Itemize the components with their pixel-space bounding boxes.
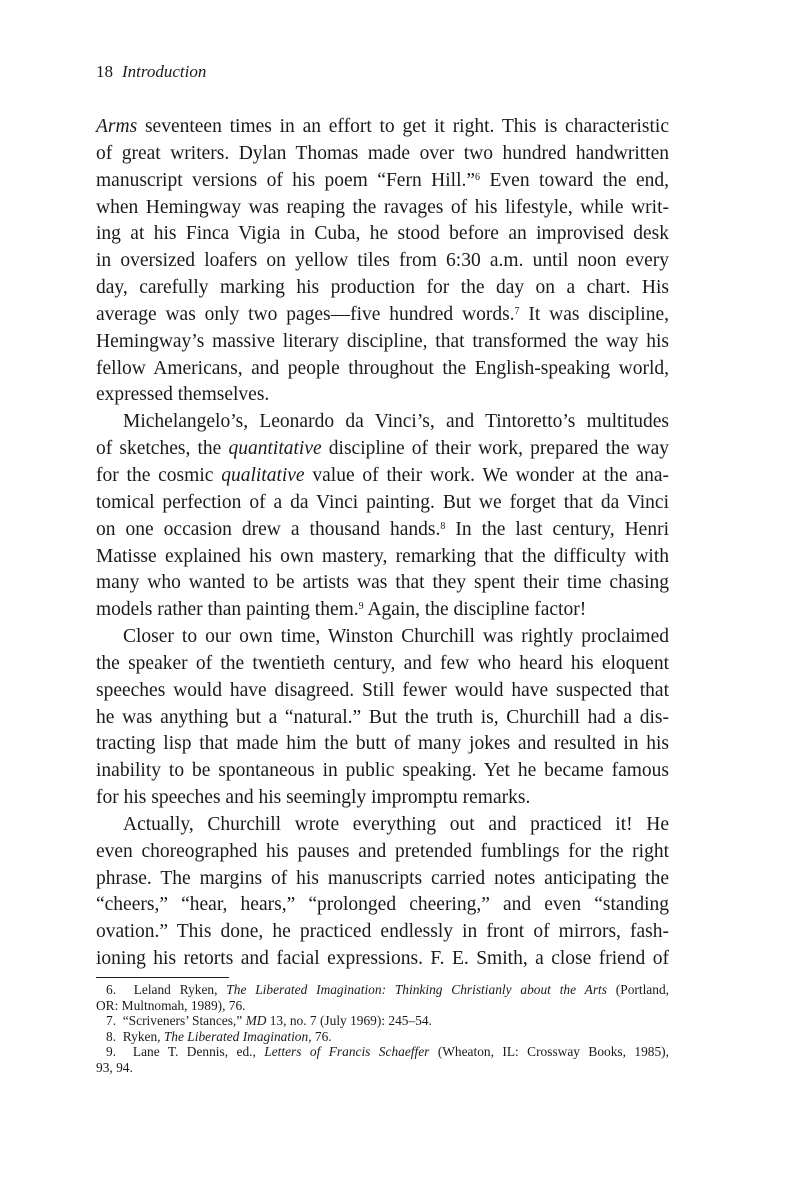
text-span: value of their work. We wonder at the ana-: [304, 464, 669, 486]
text-line: “cheers,” “hear, hears,” “prolonged cheering,” and even “standing: [96, 894, 669, 916]
paragraph-1: [96, 114, 669, 409]
text-line: in oversized loafers on yellow tiles from 6:30 a.m. until noon every: [96, 250, 669, 272]
text-line: speeches would have disagreed. Still fewer would have suspected that: [96, 679, 669, 701]
text-line: Michelangelo’s, Leonardo da Vinci’s, and Tintoretto’s multitudes: [123, 411, 669, 433]
text-line: the speaker of the twentieth century, and few who heard his eloquent: [96, 652, 669, 674]
footnote-line: [96, 982, 669, 998]
text-line: Hemingway’s massive literary discipline, that transformed the way his: [96, 330, 669, 352]
text-line: inability to be spontaneous in public speaking. Yet he became famous: [96, 760, 669, 782]
text-line: [96, 517, 669, 544]
text-line: ing at his Finca Vigia in Cuba, he stood before an improvised desk: [96, 223, 669, 245]
text-line: ioning his retorts and facial expressions. F. E. Smith, a close friend of: [96, 948, 669, 970]
footnote-line: OR: Multnomah, 1989), 76.: [96, 997, 246, 1013]
text-line: [96, 463, 669, 490]
footnote-7: [96, 1013, 669, 1029]
text-line: even choreographed his pauses and pretended fumblings for the right: [96, 840, 669, 862]
footnote-ref[interactable]: 7: [514, 305, 520, 317]
text-span: 7. “Scriveners’ Stances,”: [106, 1013, 246, 1029]
footnote-line: [96, 1013, 669, 1029]
text-span: It was discipline,: [519, 303, 669, 325]
text-line: ovation.” This done, he practiced endlessly in front of mirrors, fash-: [96, 921, 669, 943]
text-line: of great writers. Dylan Thomas made over two hundred handwritten: [96, 142, 669, 164]
italic-text: MD: [245, 1013, 267, 1029]
text-line: phrase. The margins of his manuscripts carried notes anticipating the: [96, 867, 669, 889]
text-span: , 76.: [308, 1028, 332, 1044]
text-span: (Wheaton, IL: Crossway Books, 1985),: [429, 1044, 669, 1060]
section-title: Introduction: [122, 62, 207, 81]
text-span: discipline of their work, prepared the way: [321, 438, 669, 460]
footnote-line: 93, 94.: [96, 1059, 133, 1075]
text-span: for the cosmic: [96, 464, 222, 486]
footnote-ref[interactable]: 6: [475, 171, 481, 183]
text-line: expressed themselves.: [96, 384, 270, 406]
text-span: average was only two pages—five hundred words.: [96, 303, 515, 325]
text-span: (Portland,: [606, 982, 669, 997]
text-line: fellow Americans, and people throughout the English-speaking world,: [96, 357, 669, 379]
text-span: 13, no. 7 (July 1969): 245–54.: [266, 1013, 432, 1029]
text-line: Actually, Churchill wrote everything out and practiced it! He: [123, 813, 669, 835]
text-span: 6. Leland Ryken,: [106, 982, 227, 997]
text-line: Matisse explained his own mastery, remarking that the difficulty with: [96, 545, 669, 567]
italic-text: The Liberated Imagination: Thinking Christianly about the Arts: [226, 982, 607, 997]
text-line: [96, 114, 669, 141]
paragraph-2: [96, 409, 669, 624]
footnote-ref[interactable]: 8: [440, 520, 446, 532]
text-span: In the last century, Henri: [445, 518, 670, 540]
body-text: [96, 114, 669, 973]
footnotes: [96, 982, 669, 1076]
text-line: day, carefully marking his production for the day on a chart. His: [96, 277, 669, 299]
footnote-line: [96, 1029, 669, 1045]
text-line: Closer to our own time, Winston Churchill was rightly proclaimed: [123, 626, 669, 648]
text-line: for his speeches and his seemingly impromptu remarks.: [96, 787, 531, 809]
italic-text: The Liberated Imagination: [163, 1028, 309, 1044]
footnote-8: [96, 1029, 669, 1045]
text-span: Even toward the end,: [480, 169, 669, 191]
text-line: [96, 302, 669, 329]
text-span: of sketches, the: [96, 438, 229, 460]
text-line: he was anything but a “natural.” But the truth is, Churchill had a dis-: [96, 706, 669, 728]
text-line: [96, 597, 669, 624]
text-line: tracting lisp that made him the butt of many jokes and resulted in his: [96, 733, 669, 755]
text-span: manuscript versions of his poem “Fern Hill.”: [96, 169, 476, 191]
italic-text: qualitative: [221, 464, 305, 486]
footnote-ref[interactable]: 9: [358, 601, 364, 613]
text-span: seventeen times in an effort to get it right. This is characteristic: [137, 116, 669, 137]
page-number: 18: [96, 62, 113, 81]
footnote-6: [96, 982, 669, 1013]
italic-text: quantitative: [228, 438, 322, 460]
running-head: [96, 62, 206, 82]
text-span: 9. Lane T. Dennis, ed.,: [106, 1044, 265, 1060]
italic-text: Letters of Francis Schaeffer: [264, 1044, 430, 1060]
text-line: when Hemingway was reaping the ravages of his lifestyle, while writ-: [96, 196, 669, 218]
italic-text: Arms: [96, 116, 138, 137]
text-span: Again, the discipline factor!: [363, 599, 587, 621]
text-span: models rather than painting them.: [96, 599, 359, 621]
text-line: tomical perfection of a da Vinci painting. But we forget that da Vinci: [96, 491, 669, 513]
text-line: [96, 168, 669, 195]
text-span: 8. Ryken,: [106, 1028, 164, 1044]
text-line: many who wanted to be artists was that they spent their time chasing: [96, 572, 669, 594]
footnote-rule: [96, 977, 229, 978]
paragraph-4: [96, 812, 669, 973]
text-line: [96, 436, 669, 463]
footnote-line: [96, 1044, 669, 1060]
footnote-9: [96, 1044, 669, 1075]
paragraph-3: [96, 624, 669, 812]
text-span: on one occasion drew a thousand hands.: [96, 518, 441, 540]
